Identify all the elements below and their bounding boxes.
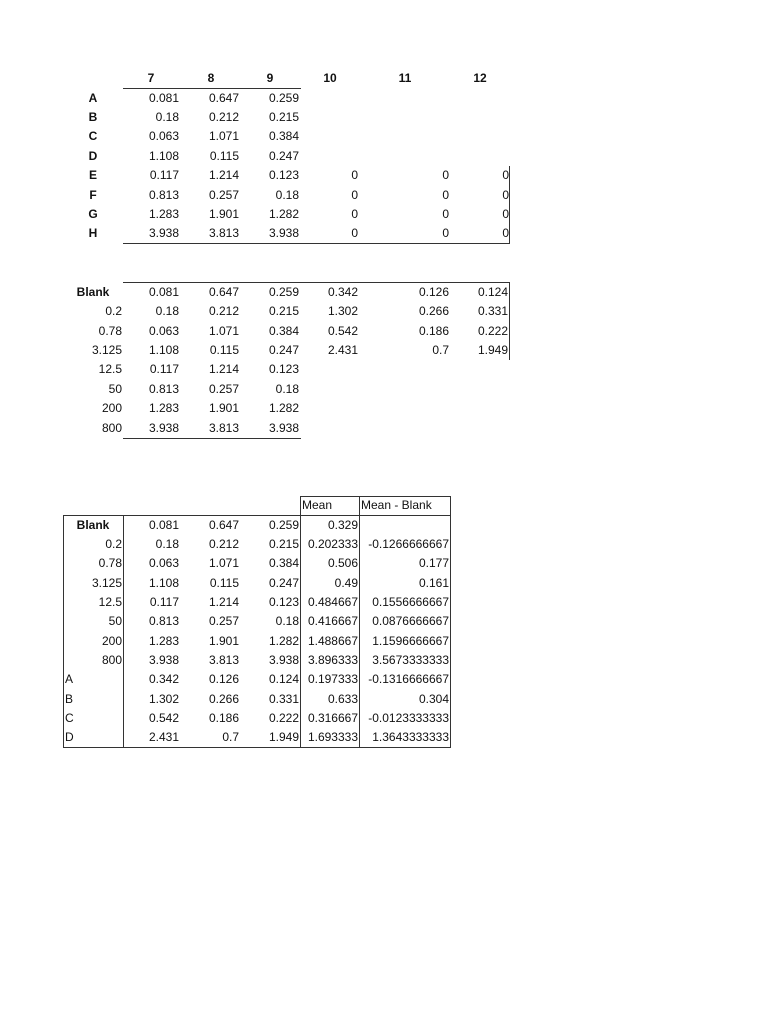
table-cell: 1.901 — [208, 634, 239, 648]
table-cell: 0.123 — [268, 595, 299, 609]
table-cell: 1.214 — [208, 362, 239, 376]
table-cell: 3.938 — [268, 226, 299, 240]
row-label: D — [65, 730, 74, 744]
column-header-8: 8 — [207, 71, 215, 85]
table-cell: 0.813 — [148, 614, 179, 628]
diff-cell: -0.1266666667 — [368, 537, 449, 551]
table-cell: 1.282 — [268, 401, 299, 415]
table-cell: 1.949 — [477, 343, 508, 357]
diff-cell: 0.161 — [418, 576, 449, 590]
table-cell: 0.115 — [209, 343, 239, 357]
table-cell: 0.247 — [268, 343, 299, 357]
table-cell: 0.384 — [268, 324, 299, 338]
table-cell: 0.123 — [268, 362, 299, 376]
table-cell: 3.813 — [208, 653, 239, 667]
table-cell: 1.302 — [327, 304, 358, 318]
table-cell: 0.222 — [268, 711, 299, 725]
mean-cell: 0.329 — [327, 518, 358, 532]
mean-cell: 0.484667 — [307, 595, 358, 609]
mean-cell: 1.693333 — [307, 730, 358, 744]
table-cell: 0 — [442, 188, 449, 202]
table-cell: 0.647 — [208, 518, 239, 532]
row-label: 200 — [101, 401, 122, 415]
mean-cell: 0.416667 — [307, 614, 358, 628]
mean-minus-blank-header: Mean - Blank — [361, 498, 432, 512]
table-cell: 0.186 — [208, 711, 239, 725]
table-cell: 0.342 — [148, 672, 179, 686]
row-label: E — [88, 168, 97, 182]
table-cell: 0.257 — [208, 382, 239, 396]
diff-cell: 1.1596666667 — [372, 634, 449, 648]
table-cell: 0.7 — [432, 343, 449, 357]
bottom-rule — [123, 243, 510, 244]
table-cell: 0.7 — [222, 730, 239, 744]
table-cell: 3.938 — [268, 653, 299, 667]
table-cell: 0.063 — [148, 129, 179, 143]
table-cell: 1.108 — [148, 576, 179, 590]
table-cell: 0.124 — [477, 285, 508, 299]
table-cell: 1.071 — [208, 556, 239, 570]
mean-cell: 3.896333 — [307, 653, 358, 667]
table-cell: 0.542 — [148, 711, 179, 725]
table-cell: 3.813 — [208, 226, 239, 240]
table-cell: 0.212 — [208, 110, 239, 124]
table-cell: 0.647 — [208, 91, 239, 105]
table-cell: 1.108 — [148, 149, 179, 163]
row-label: B — [65, 692, 74, 706]
table-cell: 0.215 — [268, 537, 299, 551]
table-cell: 0.384 — [268, 556, 299, 570]
table-cell: 0.259 — [268, 518, 299, 532]
table-cell: 0.331 — [477, 304, 508, 318]
row-label: 800 — [101, 421, 122, 435]
table-cell: 0 — [502, 168, 509, 182]
diff-cell: -0.0123333333 — [368, 711, 449, 725]
row-label: 0.2 — [105, 537, 122, 551]
table-cell: 0.063 — [148, 556, 179, 570]
row-label: 3.125 — [91, 343, 122, 357]
table-cell: 0.18 — [275, 382, 299, 396]
mean-header: Mean — [302, 498, 333, 512]
table-cell: 1.108 — [148, 343, 179, 357]
table-cell: 0 — [442, 168, 449, 182]
diff-cell — [360, 516, 449, 535]
column-header-10: 10 — [323, 71, 337, 85]
table-cell: 0.215 — [268, 304, 299, 318]
table-cell: 1.302 — [148, 692, 179, 706]
table-cell: 1.901 — [208, 401, 239, 415]
table-cell: 0.259 — [268, 285, 299, 299]
table-cell: 0.257 — [208, 614, 239, 628]
table-cell: 0.117 — [149, 595, 179, 609]
table-cell: 0.222 — [477, 324, 508, 338]
table-cell: 0.18 — [155, 304, 179, 318]
table-cell: 1.282 — [268, 634, 299, 648]
mean-cell: 0.506 — [327, 556, 358, 570]
diff-cell: 3.5673333333 — [372, 653, 449, 667]
mean-cell: 0.49 — [334, 576, 358, 590]
table-cell: 0.212 — [208, 537, 239, 551]
table-cell: 0.247 — [268, 149, 299, 163]
right-border — [509, 166, 510, 243]
row-label: H — [88, 226, 98, 240]
table-cell: 1.071 — [208, 324, 239, 338]
table-cell: 0.081 — [148, 518, 179, 532]
mean-cell: 1.488667 — [307, 634, 358, 648]
table-cell: 0 — [351, 188, 358, 202]
table-cell: 0.18 — [155, 537, 179, 551]
table-cell: 1.214 — [208, 168, 239, 182]
mean-cell: 0.197333 — [307, 672, 358, 686]
table-cell: 0 — [351, 207, 358, 221]
table-cell: 1.283 — [148, 634, 179, 648]
table-cell: 2.431 — [327, 343, 358, 357]
table-cell: 0.117 — [149, 168, 179, 182]
table-cell: 0.124 — [268, 672, 299, 686]
row-label: 200 — [101, 634, 122, 648]
table-cell: 2.431 — [148, 730, 179, 744]
table-cell: 0.115 — [209, 149, 239, 163]
table-cell: 0 — [502, 188, 509, 202]
row-label: 50 — [108, 614, 122, 628]
table-cell: 0.331 — [268, 692, 299, 706]
table-cell: 3.938 — [148, 653, 179, 667]
table-cell: 1.949 — [268, 730, 299, 744]
diff-cell: 0.177 — [418, 556, 449, 570]
diff-cell: 1.3643333333 — [372, 730, 449, 744]
label-column-border — [123, 515, 124, 747]
bottom-rule — [123, 438, 301, 439]
column-header-11: 11 — [398, 71, 412, 85]
table-cell: 0.266 — [208, 692, 239, 706]
row-label: B — [88, 110, 98, 124]
table-cell: 1.282 — [268, 207, 299, 221]
row-label: F — [89, 188, 97, 202]
table-cell: 0.18 — [275, 188, 299, 202]
row-label: 50 — [108, 382, 122, 396]
table-cell: 0.542 — [327, 324, 358, 338]
table-cell: 0.063 — [148, 324, 179, 338]
table-cell: 0.257 — [208, 188, 239, 202]
table-cell: 0.117 — [149, 362, 179, 376]
table-cell: 0.081 — [148, 285, 179, 299]
row-label: 0.78 — [98, 556, 122, 570]
row-label: A — [88, 91, 98, 105]
row-label: 0.2 — [105, 304, 122, 318]
diff-cell: 0.304 — [418, 692, 449, 706]
table-cell: 0.342 — [327, 285, 358, 299]
table-cell: 1.901 — [208, 207, 239, 221]
diff-cell: 0.1556666667 — [372, 595, 449, 609]
row-label: 12.5 — [98, 362, 122, 376]
row-label: 800 — [101, 653, 122, 667]
table-cell: 0.123 — [268, 168, 299, 182]
mean-cell: 0.316667 — [307, 711, 358, 725]
right-border — [450, 496, 451, 747]
table-cell: 0.647 — [208, 285, 239, 299]
table-cell: 0 — [442, 226, 449, 240]
column-header-7: 7 — [147, 71, 155, 85]
table-cell: 0 — [502, 207, 509, 221]
row-label: 3.125 — [91, 576, 122, 590]
table-cell: 0.186 — [418, 324, 449, 338]
mean-cell: 0.633 — [327, 692, 358, 706]
column-header-12: 12 — [473, 71, 487, 85]
mean-cell: 0.202333 — [307, 537, 358, 551]
table-cell: 0.18 — [155, 110, 179, 124]
table-cell: 0.813 — [148, 382, 179, 396]
table-cell: 0 — [502, 226, 509, 240]
table-cell: 0 — [442, 207, 449, 221]
table-cell: 1.283 — [148, 401, 179, 415]
table-cell: 0.813 — [148, 188, 179, 202]
table-cell: 0.126 — [418, 285, 449, 299]
row-label: Blank — [76, 518, 110, 532]
row-label: A — [65, 672, 74, 686]
row-label: D — [88, 149, 98, 163]
row-label: C — [88, 129, 98, 143]
right-border — [509, 282, 510, 360]
row-label: Blank — [76, 285, 110, 299]
diff-cell: -0.1316666667 — [368, 672, 449, 686]
table-cell: 0.384 — [268, 129, 299, 143]
row-label: G — [88, 207, 98, 221]
table-cell: 0 — [351, 168, 358, 182]
table-cell: 1.071 — [208, 129, 239, 143]
table-cell: 0.081 — [148, 91, 179, 105]
row-label: 12.5 — [98, 595, 122, 609]
table-cell: 0.212 — [208, 304, 239, 318]
table-cell: 1.283 — [148, 207, 179, 221]
table-cell: 0.266 — [418, 304, 449, 318]
bottom-rule — [63, 747, 451, 748]
diff-cell: 0.0876666667 — [372, 614, 449, 628]
column-header-9: 9 — [266, 71, 274, 85]
table-cell: 3.938 — [268, 421, 299, 435]
table-cell: 3.938 — [148, 226, 179, 240]
table-cell: 1.214 — [208, 595, 239, 609]
row-label: C — [65, 711, 74, 725]
table-cell: 0.247 — [268, 576, 299, 590]
table-cell: 0.18 — [275, 614, 299, 628]
table-cell: 0.115 — [209, 576, 239, 590]
table-cell: 0 — [351, 226, 358, 240]
table-cell: 0.259 — [268, 91, 299, 105]
table-cell: 3.938 — [148, 421, 179, 435]
table-cell: 0.126 — [208, 672, 239, 686]
table-cell: 3.813 — [208, 421, 239, 435]
table-cell: 0.215 — [268, 110, 299, 124]
row-label: 0.78 — [98, 324, 122, 338]
